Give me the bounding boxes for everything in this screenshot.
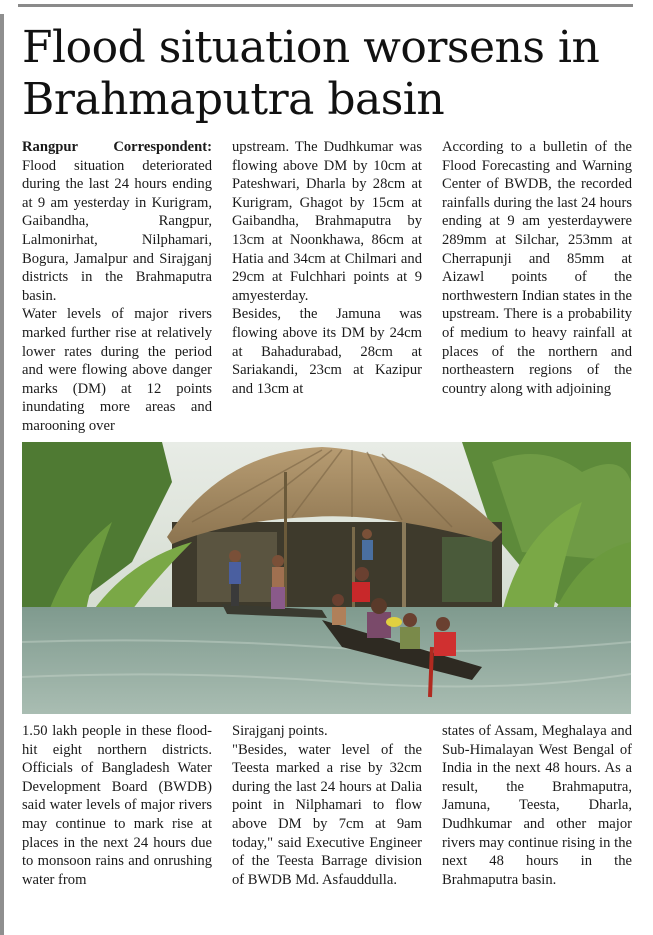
left-rule: [0, 14, 4, 935]
paragraph: Water levels of major rivers marked further rise at relatively lower rates during the period and were flowing above danger marks (DM) at 12 points inundating more areas and marooning over: [22, 306, 212, 434]
paragraph: According to a bulletin of the Flood Forecasting and Warning Center of BWDB, the recorded rainfalls during the last 24 hours ending at 9 am yesterdaywere 289mm at Silchar, 253mm at Cherrapunji and 85mm at Aizawl points of the northwestern Indian states in the upstream. There is a probability of medium to heavy rainfall at places of the northern and northeastern regions of the country along with adjoining: [442, 139, 632, 397]
column-2-top: [232, 138, 422, 423]
column-1-bottom: [22, 722, 212, 922]
column-3-bottom: [442, 722, 632, 922]
paragraph: 1.50 lakh people in these flood-hit eight northern districts. Officials of Bangladesh Water Development Board (BWDB) said water levels of major rivers may continue to mark rise at places in the next 24 hours due to monsoon rains and onrushing water from: [22, 723, 212, 888]
headline: Flood situation worsens in Brahmaputra basin: [22, 22, 600, 125]
top-rule: [18, 4, 633, 7]
paragraph: upstream. The Dudhkumar was flowing above DM by 10cm at Pateshwari, Dharla by 28cm at Kurigram, Ghagot by 15cm at Gaibandha, Brahmaputra by 13cm at Noonkhawa, 86cm at Hatia and 34cm at Chilmari and 29cm at Fulchhari points at 9 amyesterday.: [232, 139, 422, 304]
paragraph: Besides, the Jamuna was flowing above its DM by 24cm at Bahadurabad, 28cm at Sariakandi, 23cm at Kazipur and 13cm at: [232, 306, 422, 397]
paragraph: "Besides, water level of the Teesta marked a rise by 32cm during the last 24 hours at Dalia point in Nilphamari to flow above DM by 7cm at 9am today," said Executive Engineer of the Teesta Barrage division of BWDB Md. Asfauddulla.: [232, 741, 422, 888]
column-1-top: [22, 138, 212, 434]
paragraph-text: Flood situation deteriorated during the last 24 hours ending at 9 am yesterday in Kurigram, Gaibandha, Rangpur, Lalmonirhat, Nilphamari, Bogura, Jamalpur and Sirajganj districts in the Brahmaputra basin.: [22, 157, 212, 304]
paragraph: states of Assam, Meghalaya and Sub-Himalayan West Bengal of India in the next 48 hours. As a result, the Brahmaputra, Jamuna, Teesta, Dharla, Dudhkumar and other major rivers may continue rising in the next 48 hours in the Brahmaputra basin.: [442, 723, 632, 888]
paragraph: [22, 138, 212, 305]
flood-photo-illustration: [22, 442, 631, 714]
column-3-top: [442, 138, 632, 423]
flood-photo: [22, 442, 631, 714]
paragraph: Sirajganj points.: [232, 723, 328, 739]
byline: Rangpur Correspondent:: [22, 139, 212, 155]
column-2-bottom: [232, 722, 422, 922]
